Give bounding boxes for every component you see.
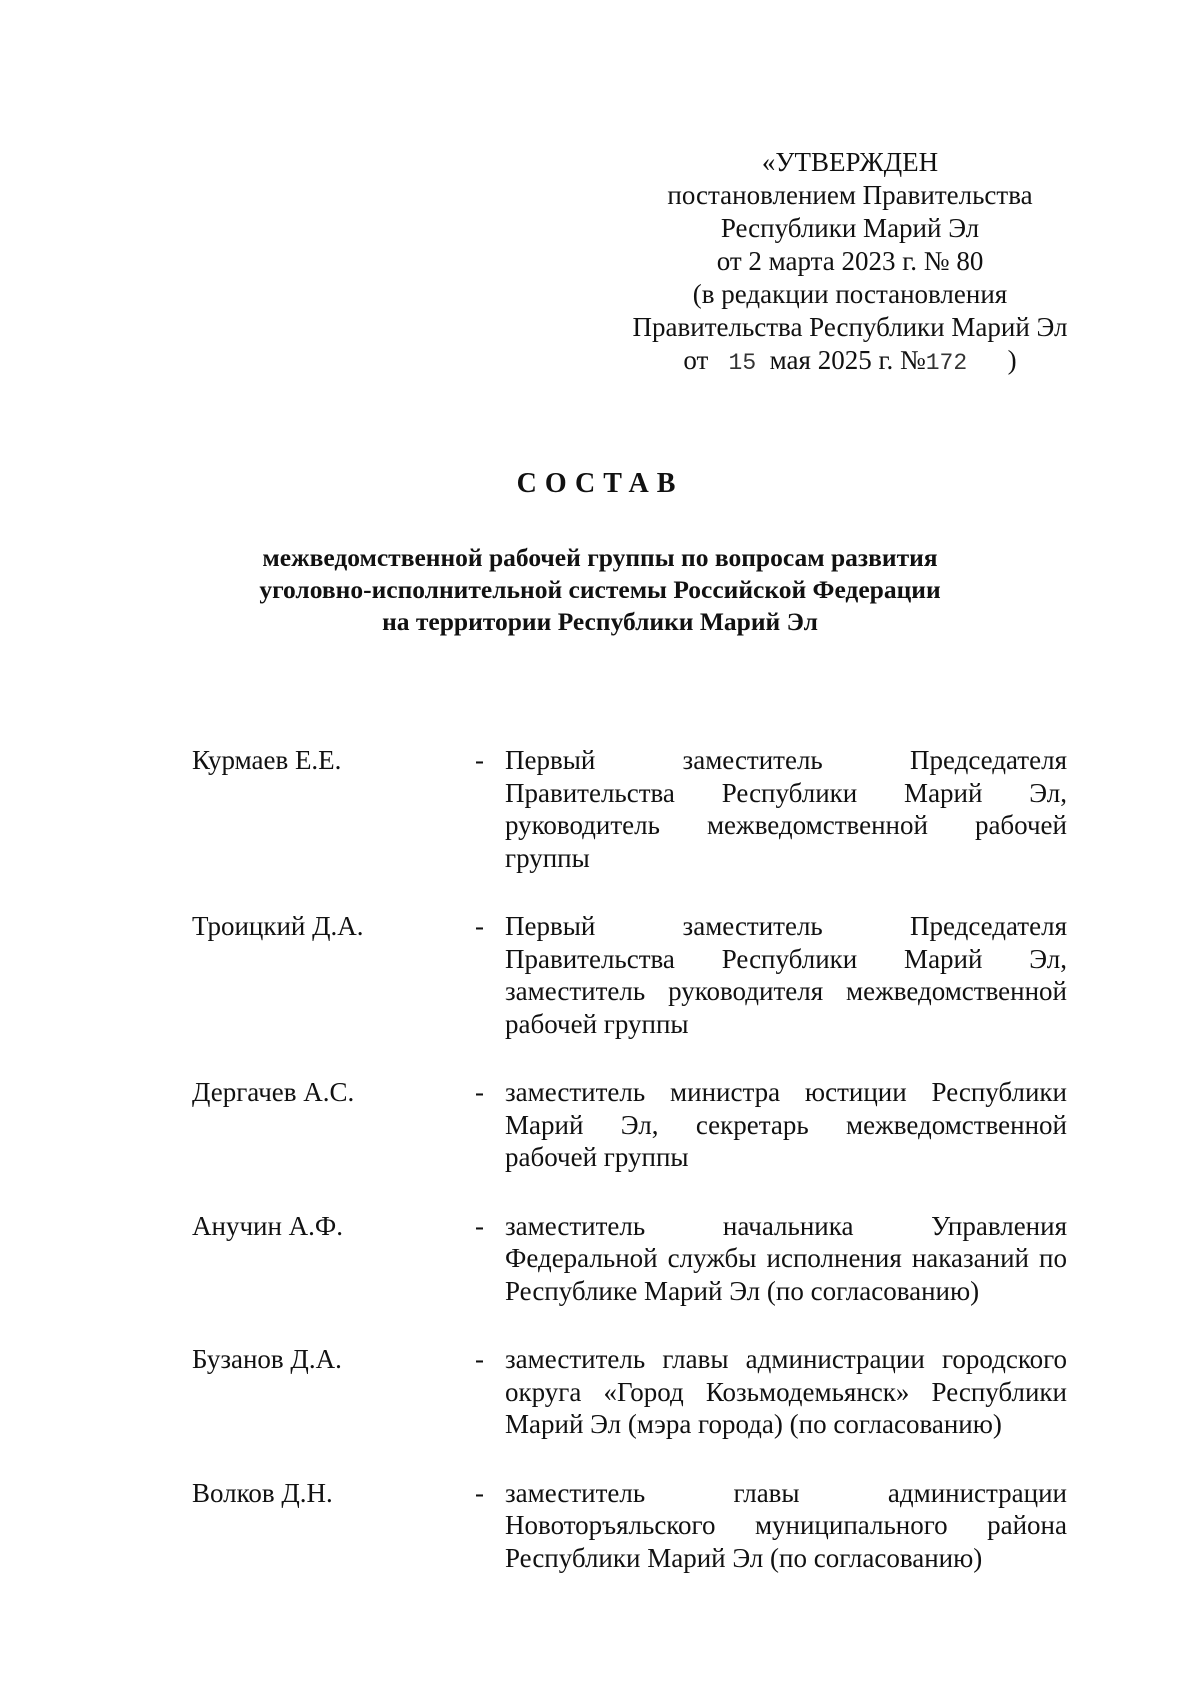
approval-line: Республики Марий Эл — [720, 213, 980, 243]
member-role: заместитель министра юстиции Республики Марий Эл, секретарь межведомственной рабочей группы — [505, 1077, 1067, 1172]
member-dash: - — [475, 1077, 484, 1107]
member-dash: - — [475, 1344, 484, 1374]
document-title: СОСТАВ — [516, 468, 684, 499]
member-row — [192, 744, 1072, 874]
approval-line: «УТВЕРЖДЕН — [761, 147, 939, 177]
approval-line: (в редакции постановления — [692, 279, 1008, 309]
member-name: Троицкий Д.А. — [192, 911, 364, 941]
member-row — [192, 1343, 1072, 1441]
member-row — [192, 1076, 1072, 1174]
subtitle-line: межведомственной рабочей группы по вопросам развития — [262, 543, 938, 572]
members-list — [192, 744, 1072, 1610]
approval-stamp — [590, 146, 1110, 380]
approval-line: Правительства Республики Марий Эл — [632, 312, 1068, 342]
approval-day: 15 — [728, 350, 757, 376]
approval-prefix: от — [683, 345, 709, 375]
member-row — [192, 1210, 1072, 1308]
subtitle-line: уголовно-исполнительной системы Российской Федерации — [259, 575, 941, 604]
member-row — [192, 910, 1072, 1040]
member-row — [192, 1477, 1072, 1575]
member-role: Первый заместитель Председателя Правительства Республики Марий Эл, руководитель межведомственной рабочей группы — [505, 745, 1067, 873]
member-dash: - — [475, 911, 484, 941]
member-role: заместитель главы администрации городского округа «Город Козьмодемьянск» Республики Марий Эл (мэра города) (по согласованию) — [505, 1344, 1067, 1439]
approval-line: постановлением Правительства — [667, 180, 1033, 210]
document-subtitle — [0, 542, 1200, 638]
approval-last-line — [590, 344, 1110, 380]
member-role: Первый заместитель Председателя Правительства Республики Марий Эл, заместитель руководителя межведомственной рабочей группы — [505, 911, 1067, 1039]
member-name: Дергачев А.С. — [192, 1077, 355, 1107]
member-name: Волков Д.Н. — [192, 1477, 333, 1508]
member-name: Анучин А.Ф. — [192, 1210, 344, 1241]
subtitle-line: на территории Республики Марий Эл — [382, 607, 818, 636]
member-dash: - — [475, 1477, 484, 1508]
member-dash: - — [475, 1210, 484, 1241]
approval-month-year: мая 2025 г. № — [769, 345, 926, 375]
approval-line: от 2 марта 2023 г. № 80 — [716, 246, 984, 276]
member-name: Бузанов Д.А. — [192, 1344, 342, 1374]
approval-number: 172 — [925, 350, 968, 376]
member-dash: - — [475, 745, 484, 775]
member-name: Курмаев Е.Е. — [192, 745, 342, 775]
member-role: заместитель главы администрации Новоторъяльского муниципального района Республики Марий Эл (по согласованию) — [505, 1477, 1067, 1573]
approval-close: ) — [1007, 345, 1017, 375]
member-role: заместитель начальника Управления Федеральной службы исполнения наказаний по Республике Марий Эл (по согласованию) — [505, 1210, 1067, 1306]
